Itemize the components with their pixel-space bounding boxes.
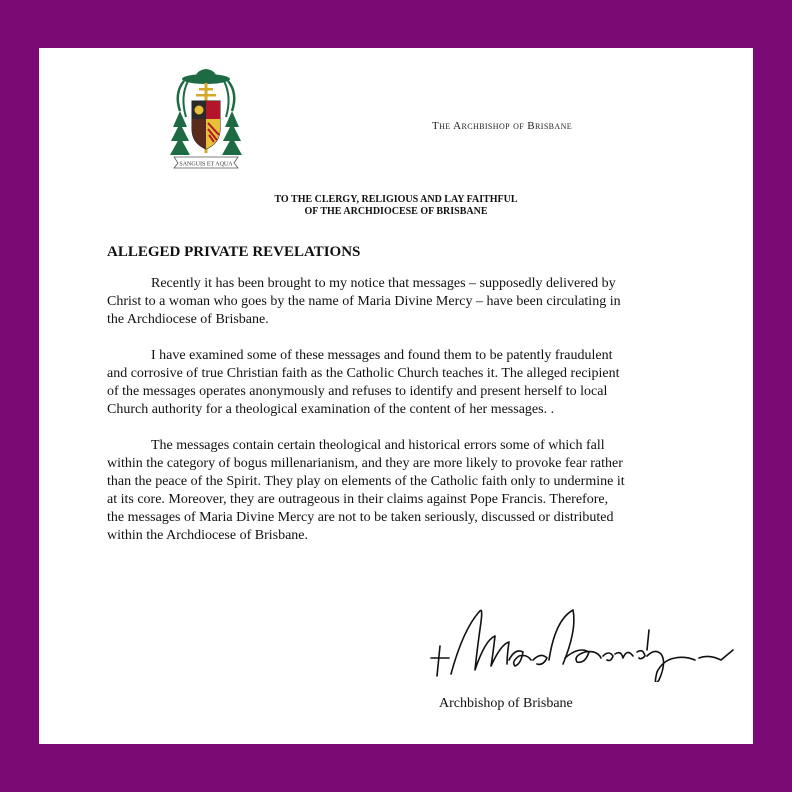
letter-body [107, 275, 697, 563]
paragraph-line: within the Archdiocese of Brisbane. [107, 528, 309, 543]
letterhead-title: The Archbishop of Brisbane [432, 120, 573, 132]
paragraph-line: I have examined some of these messages and found them to be patently fraudulent [151, 348, 613, 363]
body-paragraph [107, 437, 697, 545]
body-paragraph [107, 347, 697, 419]
paragraph-line: Church authority for a theological examination of the content of her messages. . [107, 402, 555, 417]
svg-text:SANGUIS ET AQUA: SANGUIS ET AQUA [179, 161, 233, 168]
paragraph-line: the messages of Maria Divine Mercy are not to be taken seriously, discussed or distributed [107, 510, 614, 525]
coat-of-arms-emblem [168, 67, 244, 171]
paragraph-line: Christ to a woman who goes by the name of Maria Divine Mercy – have been circulating in [107, 294, 621, 309]
paragraph-line: the Archdiocese of Brisbane. [107, 312, 269, 327]
salutation-address [39, 194, 753, 218]
body-paragraph [107, 275, 697, 329]
letter-subject-heading: ALLEGED PRIVATE REVELATIONS [107, 244, 361, 260]
paragraph-line: The messages contain certain theological and historical errors some of which fall [151, 438, 605, 453]
paragraph-line: Recently it has been brought to my notice that messages – supposedly delivered by [151, 276, 616, 291]
paragraph-line: within the category of bogus millenarianism, and they are more likely to provoke fear rather [107, 456, 623, 471]
address-line: TO THE CLERGY, RELIGIOUS AND LAY FAITHFUL [274, 194, 518, 205]
paragraph-line: and corrosive of true Christian faith as the Catholic Church teaches it. The alleged recipient [107, 366, 620, 381]
paragraph-line: than the peace of the Spirit. They play on elements of the Catholic faith only to undermine it [107, 474, 625, 489]
signatory-title: Archbishop of Brisbane [439, 696, 573, 711]
paragraph-line: of the messages operates anonymously and refuses to identify and present herself to local [107, 384, 608, 399]
address-line: OF THE ARCHDIOCESE OF BRISBANE [304, 206, 488, 217]
handwritten-signature [423, 600, 741, 682]
paragraph-line: at its core. Moreover, they are outrageous in their claims against Pope Francis. Therefore, [107, 492, 609, 507]
letter-page [39, 48, 753, 744]
